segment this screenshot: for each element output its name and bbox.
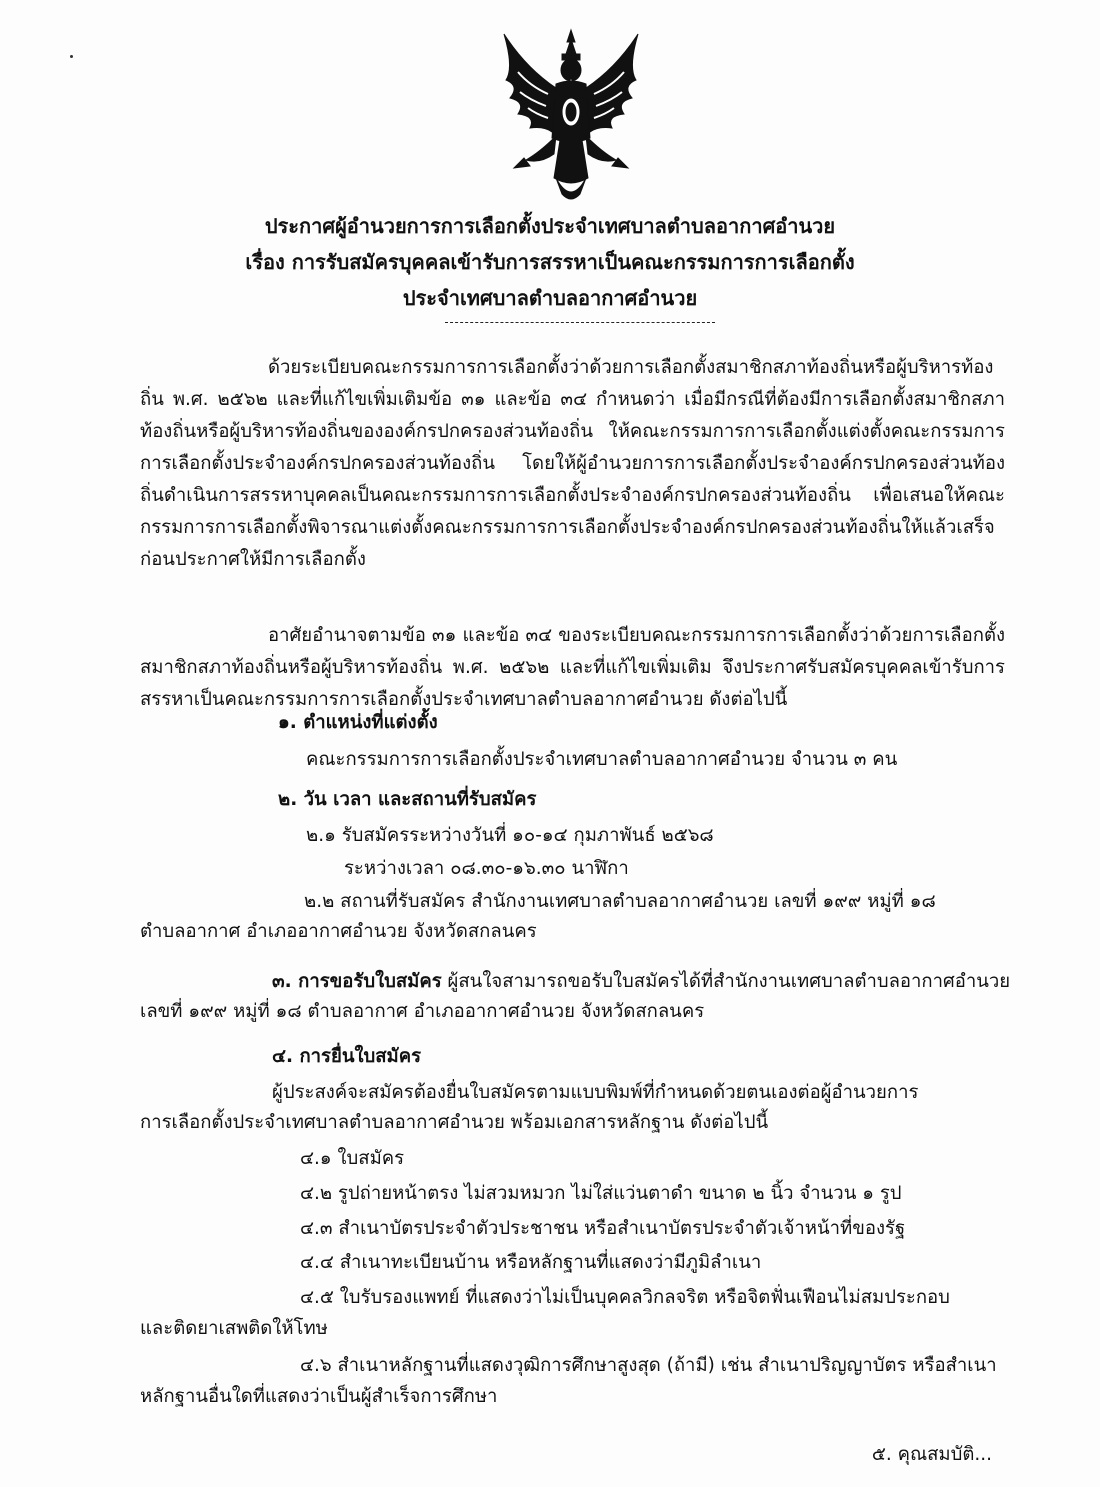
section-2-heading: ๒. วัน เวลา และสถานที่รับสมัคร (278, 789, 537, 810)
section-2-1-time: ระหว่างเวลา ๐๘.๓๐-๑๖.๓๐ นาฬิกา (344, 858, 629, 879)
title-divider (445, 322, 715, 323)
section-4-5-line-2: และติดยาเสพติดให้โทษ (140, 1318, 328, 1339)
title-line-2: เรื่อง การรับสมัครบุคคลเข้ารับการสรรหาเป็นคณะกรรมการการเลือกตั้ง (245, 250, 855, 274)
title-line-1: ประกาศผู้อำนวยการการเลือกตั้งประจำเทศบาลตำบลอากาศอำนวย (264, 214, 836, 238)
next-page-indicator: ๕. คุณสมบัติ... (871, 1444, 992, 1465)
section-4-6-line-1: ๔.๖ สำเนาหลักฐานที่แสดงวุฒิการศึกษาสูงสุด (ถ้ามี) เช่น สำเนาปริญญาบัตร หรือสำเนา (300, 1355, 997, 1376)
garuda-emblem-icon (496, 28, 646, 208)
section-2-2-line-1: ๒.๒ สถานที่รับสมัคร สำนักงานเทศบาลตำบลอากาศอำนวย เลขที่ ๑๙๙ หมู่ที่ ๑๘ (304, 891, 936, 912)
section-4-intro-line-2: การเลือกตั้งประจำเทศบาลตำบลอากาศอำนวย พร้อมเอกสารหลักฐาน ดังต่อไปนี้ (140, 1112, 769, 1133)
scan-speck (70, 55, 73, 58)
section-4-2: ๔.๒ รูปถ่ายหน้าตรง ไม่สวมหมวก ไม่ใส่แว่นตาดำ ขนาด ๒ นิ้ว จำนวน ๑ รูป (300, 1183, 902, 1204)
section-4-1: ๔.๑ ใบสมัคร (300, 1148, 405, 1169)
section-3-text: ผู้สนใจสามารถขอรับใบสมัครได้ที่สำนักงานเทศบาลตำบลอากาศอำนวย (441, 971, 1011, 992)
section-4-4: ๔.๔ สำเนาทะเบียนบ้าน หรือหลักฐานที่แสดงว่ามีภูมิลำเนา (300, 1252, 762, 1273)
intro-paragraph: ด้วยระเบียบคณะกรรมการการเลือกตั้งว่าด้วยการเลือกตั้งสมาชิกสภาท้องถิ่นหรือผู้บริหารท้องถิ่น พ.ศ. ๒๕๖๒ และที่แก้ไขเพิ่มเติมข้อ ๓๑ และข้อ ๓๔ กำหนดว่า เมื่อมีกรณีที่ต้องมีการเลือกตั้งสมาชิกสภาท้องถิ่นหรือผู้บริหารท้องถิ่นขององค์กรปกครองส่วนท้องถิ่น ให้คณะกรรมการการเลือกตั้งแต่งตั้งคณะกรรมการการเลือกตั้งประจำองค์กรปกครองส่วนท้องถิ่น โดยให้ผู้อำนวยการการเลือกตั้งประจำองค์กรปกครองส่วนท้องถิ่นดำเนินการสรรหาบุคคลเป็นคณะกรรมการการเลือกตั้งประจำองค์กรปกครองส่วนท้องถิ่น เพื่อเสนอให้คณะกรรมการการเลือกตั้งพิจารณาแต่งตั้งคณะกรรมการการเลือกตั้งประจำองค์กรปกครองส่วนท้องถิ่นให้แล้วเสร็จก่อนประกาศให้มีการเลือกตั้ง (140, 357, 1005, 570)
document-title (0, 208, 1100, 316)
section-1-heading: ๑. ตำแหน่งที่แต่งตั้ง (278, 712, 438, 733)
section-2-1-date: ๒.๑ รับสมัครระหว่างวันที่ ๑๐-๑๔ กุมภาพันธ์ ๒๕๖๘ (306, 825, 714, 846)
section-4-heading: ๔. การยื่นใบสมัคร (272, 1046, 422, 1067)
section-1-text: คณะกรรมการการเลือกตั้งประจำเทศบาลตำบลอากาศอำนวย จำนวน ๓ คน (306, 749, 898, 770)
section-3-line-2: เลขที่ ๑๙๙ หมู่ที่ ๑๘ ตำบลอากาศ อำเภออากาศอำนวย จังหวัดสกลนคร (140, 1001, 705, 1022)
title-line-3: ประจำเทศบาลตำบลอากาศอำนวย (402, 286, 698, 310)
section-2-2-line-2: ตำบลอากาศ อำเภออากาศอำนวย จังหวัดสกลนคร (140, 921, 537, 942)
section-3-heading: ๓. การขอรับใบสมัคร (272, 971, 442, 992)
section-3-line-1 (272, 966, 1010, 998)
section-4-6-line-2: หลักฐานอื่นใดที่แสดงว่าเป็นผู้สำเร็จการศึกษา (140, 1386, 498, 1407)
section-4-5-line-1: ๔.๕ ใบรับรองแพทย์ ที่แสดงว่าไม่เป็นบุคคลวิกลจริต หรือจิตฟั่นเฟือนไม่สมประกอบ (300, 1287, 950, 1308)
section-4-3: ๔.๓ สำเนาบัตรประจำตัวประชาชน หรือสำเนาบัตรประจำตัวเจ้าหน้าที่ของรัฐ (300, 1218, 906, 1239)
section-4-intro-line-1: ผู้ประสงค์จะสมัครต้องยื่นใบสมัครตามแบบพิมพ์ที่กำหนดด้วยตนเองต่อผู้อำนวยการ (272, 1082, 919, 1103)
authority-paragraph: อาศัยอำนาจตามข้อ ๓๑ และข้อ ๓๔ ของระเบียบคณะกรรมการการเลือกตั้งว่าด้วยการเลือกตั้งสมาชิกสภาท้องถิ่นหรือผู้บริหารท้องถิ่น พ.ศ. ๒๕๖๒ และที่แก้ไขเพิ่มเติม จึงประกาศรับสมัครบุคคลเข้ารับการสรรหาเป็นคณะกรรมการการเลือกตั้งประจำเทศบาลตำบลอากาศอำนวย ดังต่อไปนี้ (140, 625, 1005, 710)
